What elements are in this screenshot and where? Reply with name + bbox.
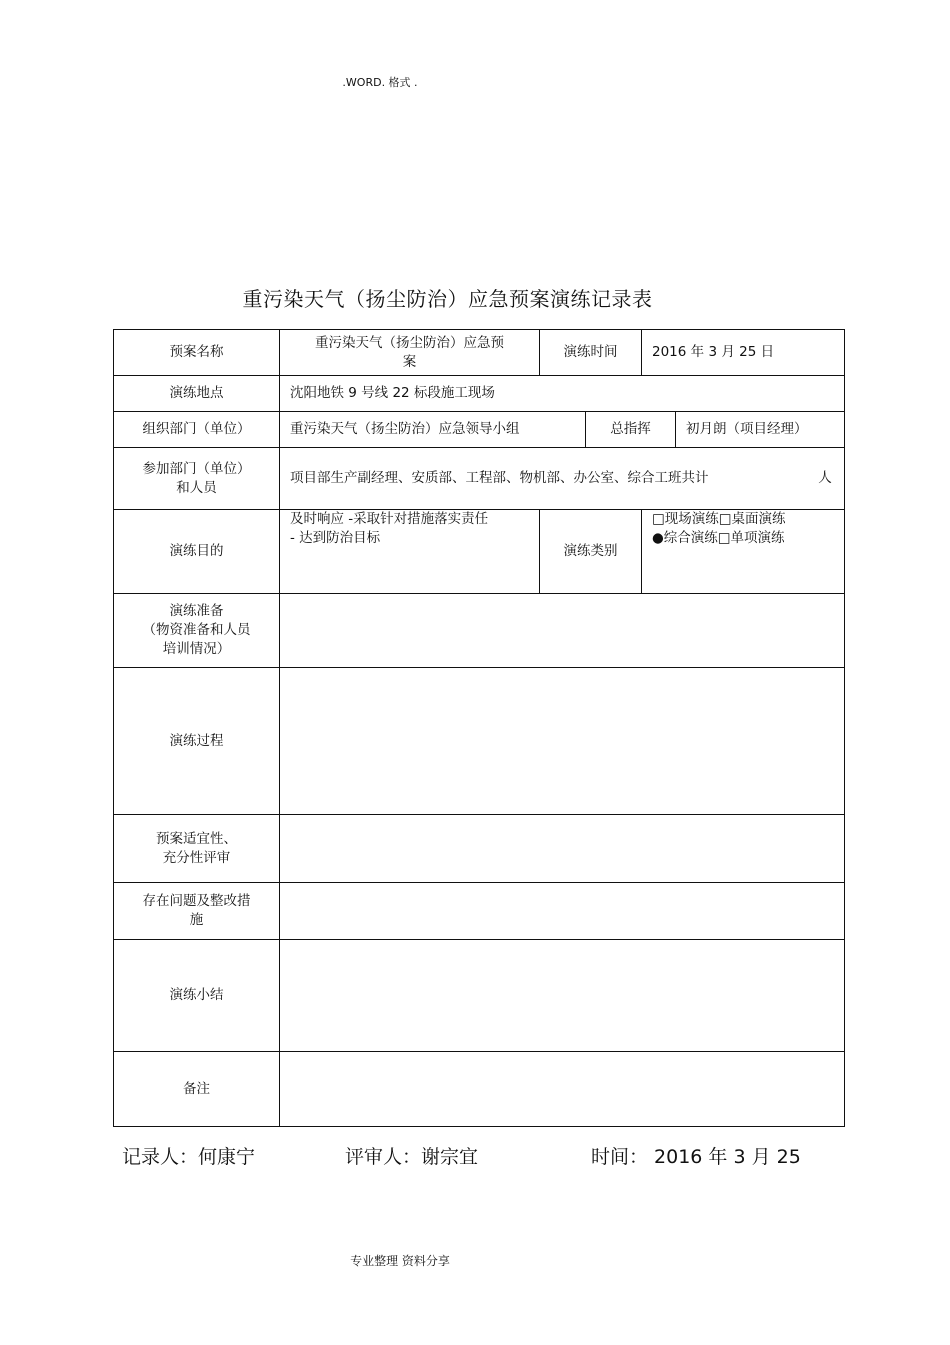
purpose-line1: 及时响应 -采取针对措施落实责任 <box>290 511 489 527</box>
drill-time-label: 演练时间 <box>563 344 618 360</box>
review-label-line1: 预案适宜性、 <box>156 830 237 847</box>
plan-name-line2: 案 <box>402 353 417 370</box>
commander-value: 初月朗（项目经理） <box>686 421 808 437</box>
bottom-mark: 专业整理 资料分享 <box>350 1254 450 1268</box>
issues-label-line2: 施 <box>189 912 204 928</box>
participants-label <box>114 448 279 509</box>
commander-label: 总指挥 <box>610 421 651 437</box>
category-line1: □现场演练□桌面演练 <box>652 511 786 527</box>
process-label: 演练过程 <box>169 732 224 749</box>
summary-label: 演练小结 <box>169 987 224 1003</box>
prep-label-line3: 培训情况） <box>162 641 231 657</box>
participants-label-line1: 参加部门（单位） <box>142 460 251 477</box>
location-label: 演练地点 <box>169 385 224 401</box>
review-label-line2: 充分性评审 <box>162 849 231 866</box>
participants-unit: 人 <box>818 470 832 486</box>
prep-label-line2: （物资准备和人员 <box>142 622 251 638</box>
purpose-line2: - 达到防治目标 <box>290 530 381 546</box>
participants-value: 项目部生产副经理、安质部、工程部、物机部、办公室、综合工班共计 <box>290 470 709 486</box>
org-label: 组织部门（单位） <box>142 421 251 437</box>
prep-label-line1: 演练准备 <box>169 603 224 619</box>
recorder: 记录人：何康宁 <box>122 1146 256 1168</box>
participants-label-line2: 和人员 <box>176 479 217 496</box>
purpose-label: 演练目的 <box>169 543 224 559</box>
prep-label <box>114 594 279 667</box>
plan-name-value <box>280 330 539 375</box>
plan-name-line1: 重污染天气（扬尘防治）应急预 <box>315 334 504 351</box>
purpose-value <box>280 510 539 593</box>
location-value: 沈阳地铁 9 号线 22 标段施工现场 <box>290 385 495 401</box>
record-time: 时间： 2016 年 3 月 25 <box>591 1146 801 1168</box>
category-line2: ●综合演练□单项演练 <box>652 530 785 546</box>
remarks-label: 备注 <box>183 1080 210 1097</box>
plan-name-label: 预案名称 <box>169 344 224 360</box>
header-mark: .WORD. 格式 . <box>342 76 418 89</box>
category-options <box>642 510 844 593</box>
review-label <box>114 815 279 882</box>
reviewer: 评审人：谢宗宜 <box>345 1146 479 1168</box>
issues-label-line1: 存在问题及整改措 <box>142 893 251 909</box>
issues-label <box>114 883 279 939</box>
drill-time-value: 2016 年 3 月 25 日 <box>652 344 775 360</box>
category-label: 演练类别 <box>563 543 618 559</box>
org-value: 重污染天气（扬尘防治）应急领导小组 <box>290 421 520 437</box>
document-title: 重污染天气（扬尘防治）应急预案演练记录表 <box>242 287 653 311</box>
